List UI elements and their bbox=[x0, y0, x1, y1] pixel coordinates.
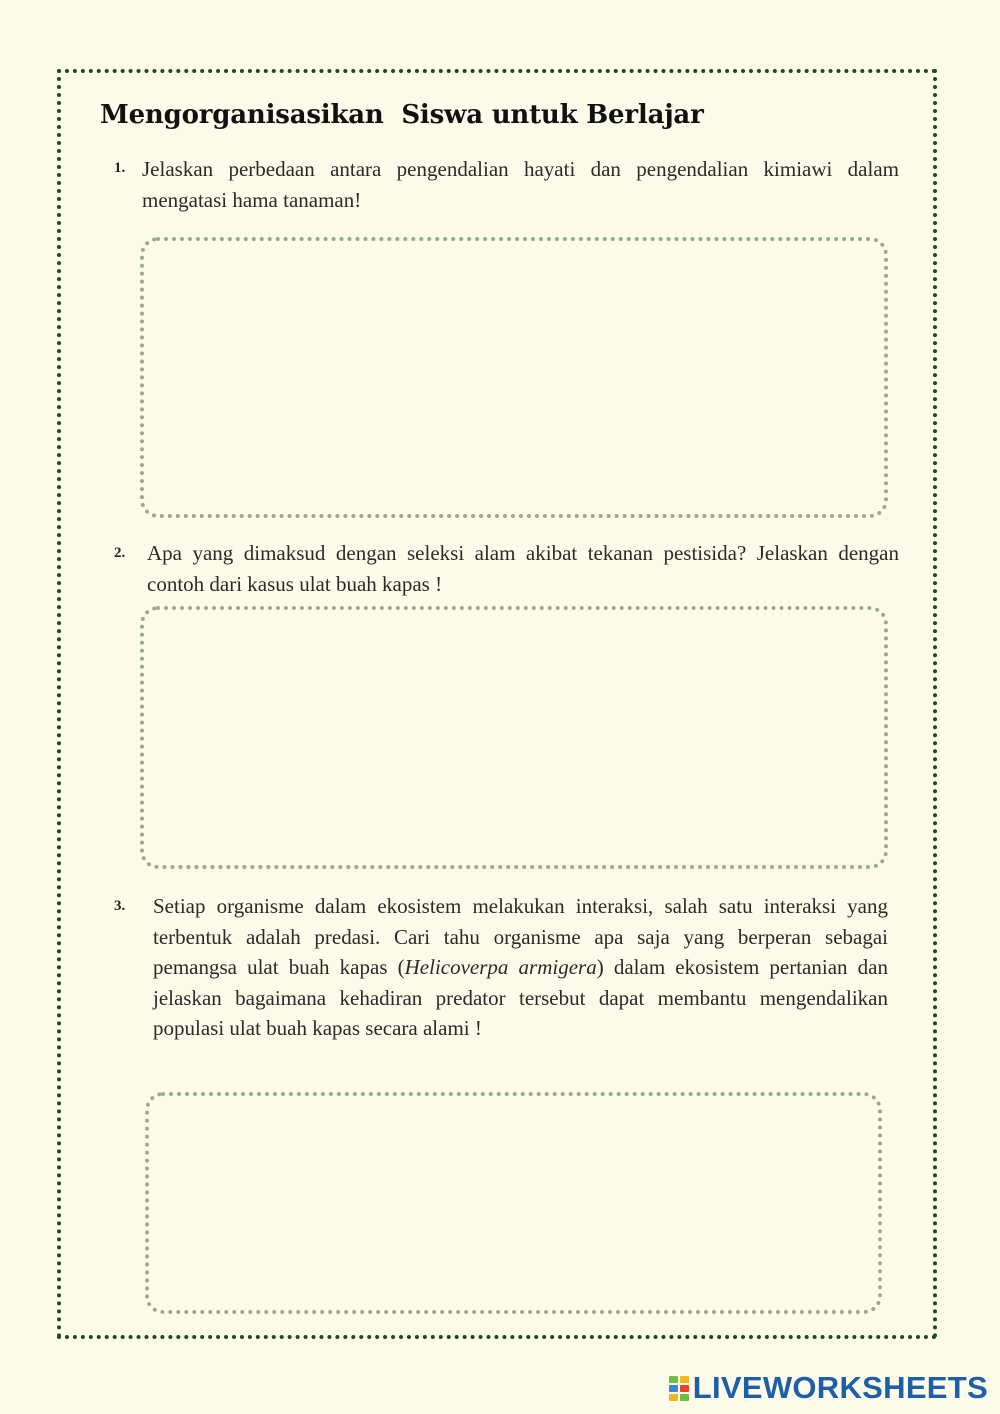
page-title: Mengorganisasikan Siswa untuk Berlajar bbox=[100, 100, 704, 130]
brand-name: LIVEWORKSHEETS bbox=[692, 1370, 988, 1405]
question-1-text: Jelaskan perbedaan antara pengendalian hayati dan pengendalian kimiawi dalam mengatasi hama tanaman! bbox=[142, 157, 899, 212]
answer-box-3[interactable] bbox=[145, 1092, 882, 1314]
question-3-text bbox=[153, 891, 888, 1044]
liveworksheets-logo[interactable] bbox=[669, 1370, 988, 1406]
question-3-number: 3. bbox=[114, 898, 126, 914]
question-2-text: Apa yang dimaksud dengan seleksi alam akibat tekanan pestisida? Jelaskan dengan contoh dari kasus ulat buah kapas ! bbox=[147, 541, 899, 596]
question-3-species-name: Helicoverpa armigera bbox=[404, 955, 597, 979]
question-3-text-after: ) dalam ekosistem pertanian dan jelaskan bagaimana kehadiran predator tersebut dapat membantu mengendalikan populasi ulat buah kapas secara alami ! bbox=[153, 955, 888, 1040]
answer-box-2[interactable] bbox=[140, 606, 888, 869]
liveworksheets-logo-icon bbox=[669, 1376, 689, 1401]
question-2-number: 2. bbox=[114, 545, 126, 561]
question-1-number: 1. bbox=[114, 160, 126, 176]
answer-box-1[interactable] bbox=[140, 237, 888, 518]
question-3-text-before: Setiap organisme dalam ekosistem melakukan interaksi, salah satu interaksi yang terbentuk adalah predasi. Cari tahu organisme apa saja yang berperan sebagai pemangsa ulat buah kapas ( bbox=[153, 894, 888, 979]
